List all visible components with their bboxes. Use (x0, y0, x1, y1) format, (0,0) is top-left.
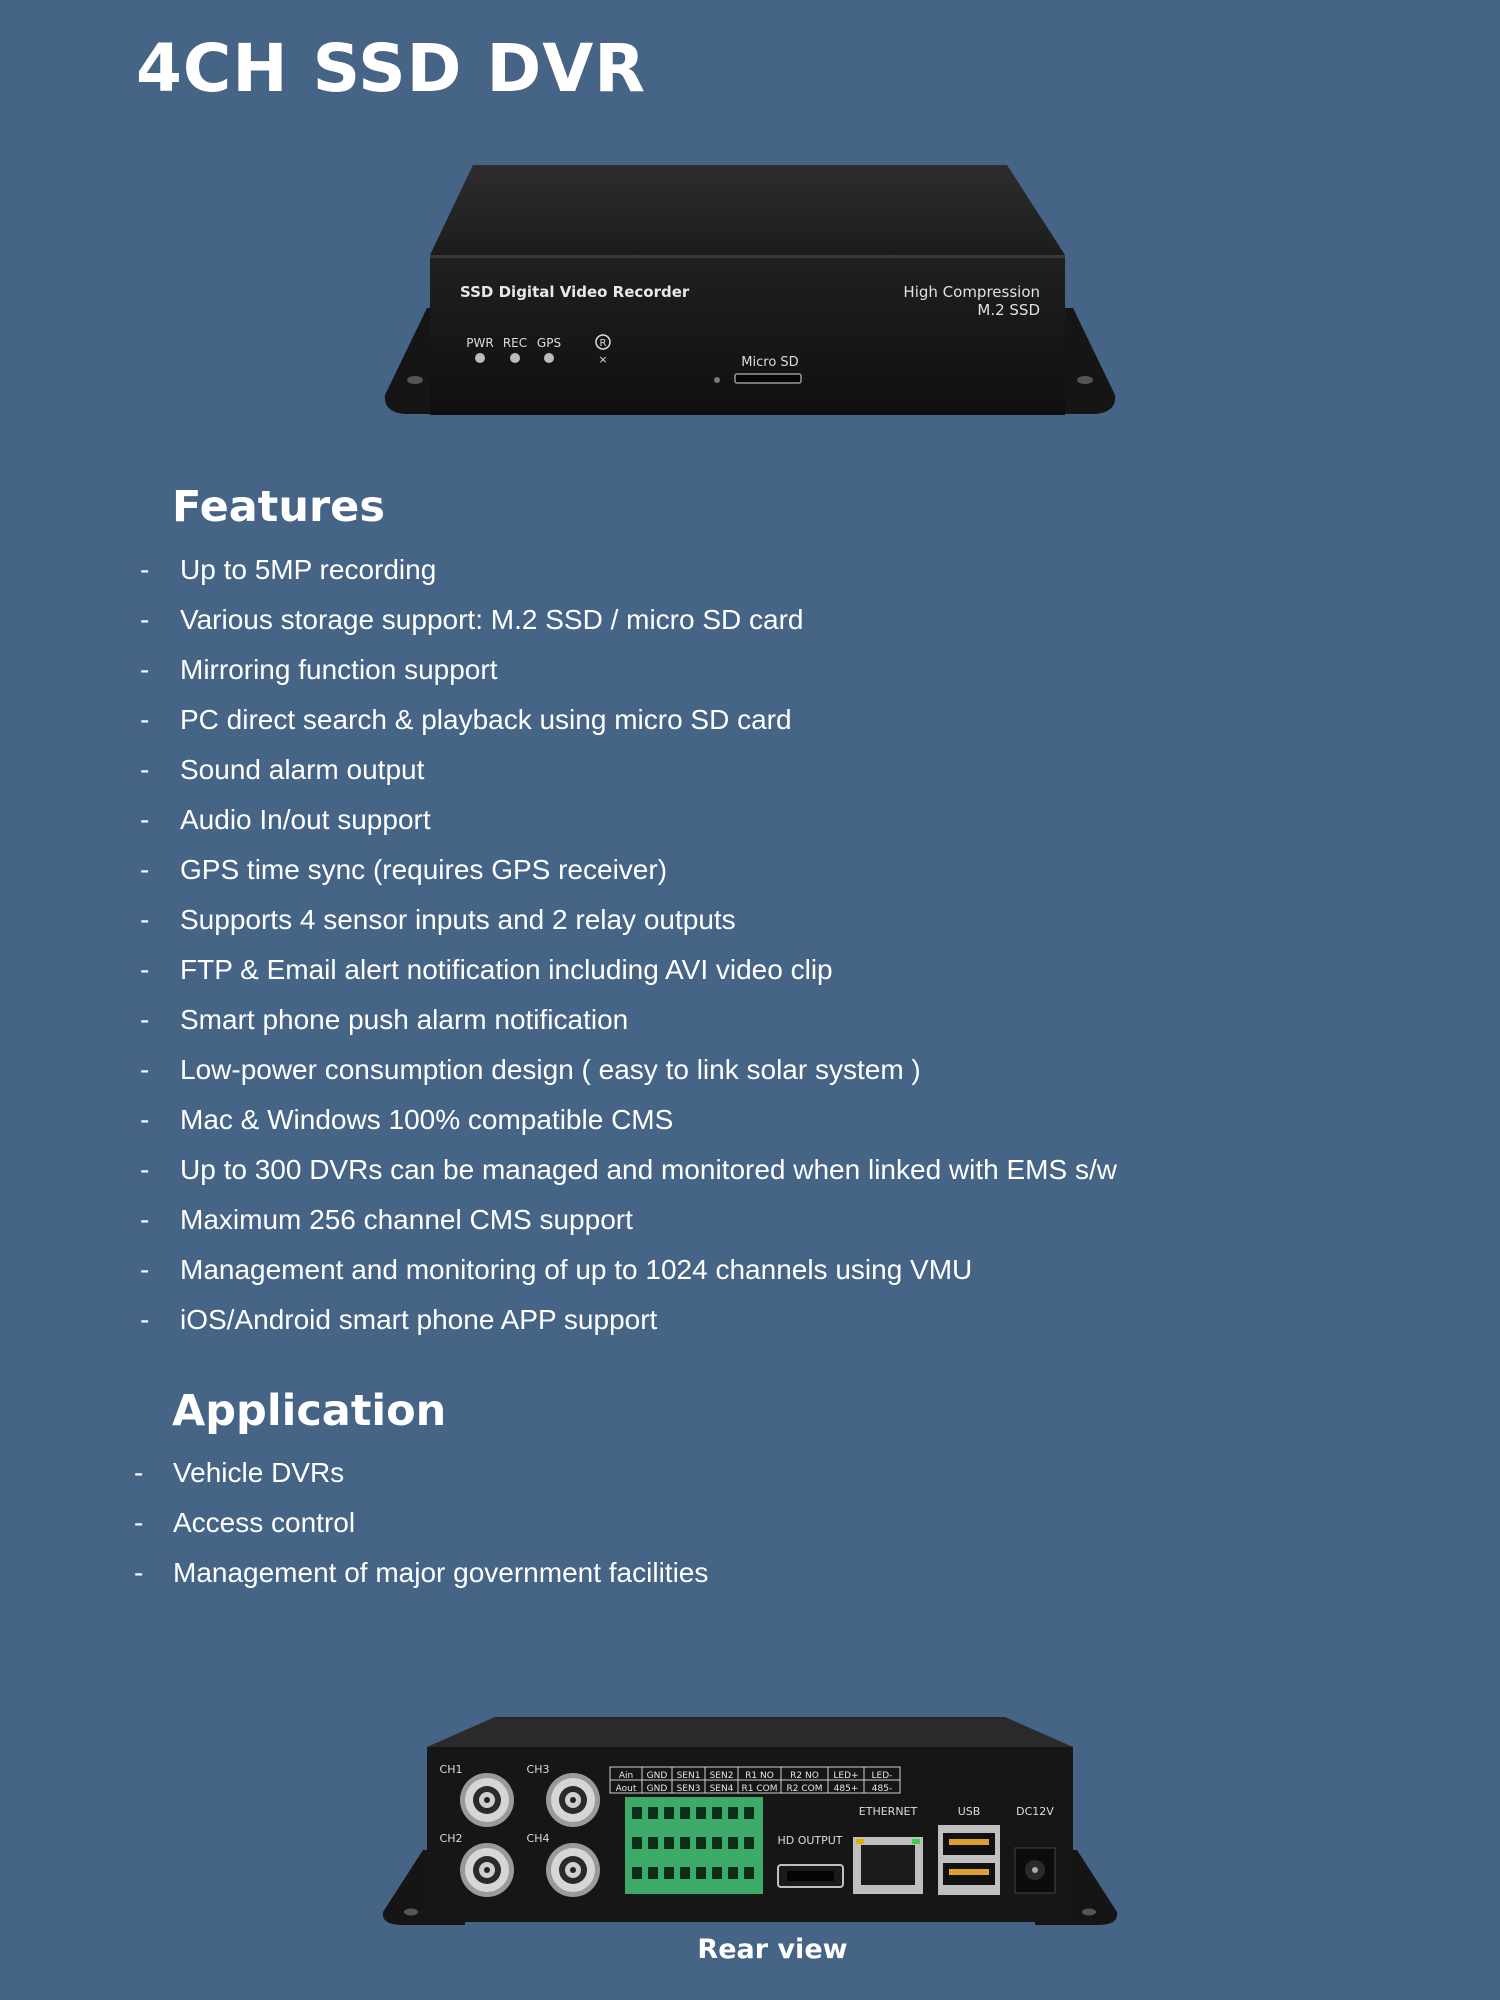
features-heading: Features (172, 482, 385, 532)
bullet-dash: - (134, 1457, 144, 1488)
terminal-bottom-label: Aout (615, 1784, 637, 1794)
terminal-pin-icon (664, 1807, 674, 1819)
application-item-text: Vehicle DVRs (173, 1457, 345, 1488)
feature-item (140, 845, 1117, 895)
feature-item (140, 945, 1117, 995)
feature-item-text: Low-power consumption design ( easy to link solar system ) (180, 1054, 921, 1085)
terminal-pin-icon (712, 1867, 722, 1879)
bullet-dash: - (140, 1204, 150, 1235)
feature-item-text: Maximum 256 channel CMS support (180, 1204, 633, 1235)
rec-led-icon (510, 353, 520, 363)
front-subtitle-line1: High Compression (903, 283, 1040, 301)
terminal-bottom-label: R2 COM (786, 1784, 823, 1794)
svg-text:×: × (598, 353, 608, 366)
terminal-pin-icon (632, 1807, 642, 1819)
bullet-dash: - (140, 904, 150, 935)
terminal-pin-icon (696, 1837, 706, 1849)
ethernet-port-icon (853, 1837, 923, 1894)
terminal-pin-icon (680, 1867, 690, 1879)
usb-label: USB (957, 1805, 981, 1818)
bullet-dash: - (140, 954, 150, 985)
terminal-pin-icon (664, 1837, 674, 1849)
ch3-label: CH3 (526, 1763, 550, 1776)
bullet-dash: - (140, 1254, 150, 1285)
ethernet-label: ETHERNET (858, 1805, 918, 1818)
bullet-dash: - (134, 1557, 144, 1588)
bullet-dash: - (134, 1507, 144, 1538)
bullet-dash: - (140, 1004, 150, 1035)
front-brand-label: SSD Digital Video Recorder (460, 283, 690, 301)
feature-item (140, 1245, 1117, 1295)
terminal-pin-icon (680, 1837, 690, 1849)
terminal-pin-icon (696, 1867, 706, 1879)
feature-item-text: PC direct search & playback using micro SD card (180, 704, 792, 735)
bnc-connector-icon (546, 1843, 600, 1897)
terminal-pin-icon (648, 1807, 658, 1819)
feature-item (140, 695, 1117, 745)
ch4-label: CH4 (526, 1832, 550, 1845)
terminal-bottom-label: R1 COM (741, 1784, 778, 1794)
dc12v-label: DC12V (1016, 1805, 1054, 1818)
feature-item (140, 895, 1117, 945)
terminal-pin-icon (728, 1807, 738, 1819)
led-label-gps: GPS (536, 336, 562, 350)
feature-item (140, 1095, 1117, 1145)
bnc-connector-icon (460, 1843, 514, 1897)
bullet-dash: - (140, 604, 150, 635)
dc-power-jack-icon (1015, 1848, 1055, 1893)
bullet-dash: - (140, 654, 150, 685)
terminal-pin-icon (728, 1867, 738, 1879)
terminal-bottom-label: 485- (871, 1784, 893, 1794)
features-list (140, 545, 1117, 1345)
terminal-pin-icon (648, 1867, 658, 1879)
terminal-bottom-label: 485+ (833, 1784, 859, 1794)
bullet-dash: - (140, 704, 150, 735)
front-view-device-image (375, 160, 1125, 420)
terminal-pin-icon (744, 1807, 754, 1819)
feature-item-text: iOS/Android smart phone APP support (180, 1304, 658, 1335)
feature-item-text: FTP & Email alert notification including AVI video clip (180, 954, 833, 985)
feature-item-text: Management and monitoring of up to 1024 channels using VMU (180, 1254, 973, 1285)
gps-led-icon (544, 353, 554, 363)
usb-port-icon (938, 1825, 1000, 1895)
bullet-dash: - (140, 854, 150, 885)
bullet-dash: - (140, 1304, 150, 1335)
bullet-dash: - (140, 804, 150, 835)
application-list (134, 1448, 708, 1598)
hd-output-label: HD OUTPUT (777, 1834, 843, 1847)
ch2-label: CH2 (439, 1832, 463, 1845)
terminal-top-label: R2 NO (790, 1771, 819, 1781)
terminal-bottom-label: SEN4 (709, 1784, 734, 1794)
terminal-top-label: GND (646, 1771, 668, 1781)
ch1-label: CH1 (439, 1763, 463, 1776)
feature-item-text: Smart phone push alarm notification (180, 1004, 629, 1035)
feature-item (140, 1045, 1117, 1095)
rear-view-device-image (375, 1715, 1125, 1930)
feature-item (140, 1195, 1117, 1245)
led-label-rec: REC (502, 336, 528, 350)
front-subtitle-line2: M.2 SSD (977, 301, 1040, 319)
feature-item-text: Various storage support: M.2 SSD / micro SD card (180, 604, 804, 635)
feature-item (140, 795, 1117, 845)
application-item-text: Access control (173, 1507, 356, 1538)
bullet-dash: - (140, 1054, 150, 1085)
svg-text:R: R (599, 338, 607, 349)
feature-item (140, 1295, 1117, 1345)
feature-item-text: Up to 300 DVRs can be managed and monitored when linked with EMS s/w (180, 1154, 1117, 1185)
bullet-dash: - (140, 1154, 150, 1185)
feature-item-text: Sound alarm output (180, 754, 425, 785)
application-item-text: Management of major government facilities (173, 1557, 709, 1588)
terminal-top-label: R1 NO (745, 1771, 774, 1781)
pwr-led-icon (475, 353, 485, 363)
feature-item-text: GPS time sync (requires GPS receiver) (180, 854, 668, 885)
terminal-pin-icon (712, 1837, 722, 1849)
terminal-top-label: LED+ (833, 1771, 859, 1781)
bullet-dash: - (140, 754, 150, 785)
feature-item (140, 595, 1117, 645)
feature-item-text: Supports 4 sensor inputs and 2 relay outputs (180, 904, 736, 935)
bullet-dash: - (140, 1104, 150, 1135)
terminal-pin-icon (712, 1807, 722, 1819)
led-label-pwr: PWR (466, 336, 494, 350)
page-title: 4CH SSD DVR (136, 30, 647, 107)
feature-item (140, 745, 1117, 795)
application-item (134, 1448, 708, 1498)
feature-item-text: Mirroring function support (180, 654, 498, 685)
terminal-top-label: SEN2 (709, 1771, 734, 1781)
feature-item-text: Up to 5MP recording (180, 554, 437, 585)
microsd-slot-icon (735, 374, 801, 383)
terminal-block-icon (625, 1797, 763, 1894)
application-item (134, 1548, 708, 1598)
terminal-top-label: SEN1 (676, 1771, 701, 1781)
terminal-pin-icon (696, 1807, 706, 1819)
terminal-bottom-label: GND (646, 1784, 668, 1794)
rear-view-caption: Rear view (697, 1934, 848, 1965)
feature-item-text: Mac & Windows 100% compatible CMS (180, 1104, 674, 1135)
application-heading: Application (172, 1386, 447, 1436)
microsd-indicator-icon (714, 377, 720, 383)
feature-item (140, 995, 1117, 1045)
terminal-pin-icon (744, 1837, 754, 1849)
feature-item (140, 545, 1117, 595)
terminal-pin-icon (632, 1837, 642, 1849)
terminal-pin-icon (680, 1807, 690, 1819)
terminal-top-label: Ain (618, 1771, 634, 1781)
terminal-pin-icon (664, 1867, 674, 1879)
bnc-connector-icon (546, 1773, 600, 1827)
microsd-label: Micro SD (741, 355, 799, 370)
terminal-bottom-label: SEN3 (676, 1784, 701, 1794)
terminal-pin-icon (632, 1867, 642, 1879)
terminal-pin-icon (648, 1837, 658, 1849)
terminal-pin-icon (744, 1867, 754, 1879)
application-item (134, 1498, 708, 1548)
terminal-pin-icon (728, 1837, 738, 1849)
bnc-connector-icon (460, 1773, 514, 1827)
feature-item-text: Audio In/out support (180, 804, 431, 835)
feature-item (140, 1145, 1117, 1195)
bullet-dash: - (140, 554, 150, 585)
feature-item (140, 645, 1117, 695)
terminal-top-label: LED- (871, 1771, 893, 1781)
